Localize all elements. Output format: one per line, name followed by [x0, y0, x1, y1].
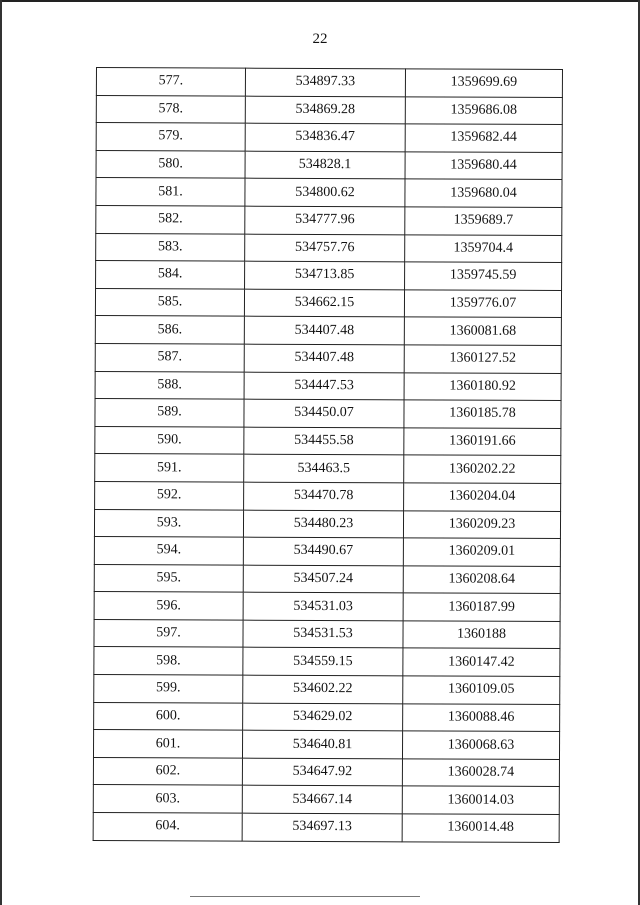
- y-coordinate-cell: 1360180.92: [404, 372, 561, 400]
- table-row: [94, 702, 560, 732]
- table-row: [95, 316, 561, 346]
- x-coordinate-cell: 534450.07: [244, 399, 404, 427]
- point-number-cell: 602.: [93, 757, 242, 785]
- point-number-cell: 586.: [95, 316, 244, 344]
- y-coordinate-cell: 1359689.7: [405, 207, 562, 235]
- y-coordinate-cell: 1359682.44: [405, 124, 562, 152]
- x-coordinate-cell: 534480.23: [243, 510, 403, 538]
- x-coordinate-cell: 534757.76: [245, 234, 405, 262]
- point-number-cell: 591.: [95, 454, 244, 482]
- y-coordinate-cell: 1360088.46: [403, 704, 560, 732]
- y-coordinate-cell: 1359680.04: [405, 179, 562, 207]
- x-coordinate-cell: 534407.48: [244, 316, 404, 344]
- x-coordinate-cell: 534828.1: [245, 151, 405, 179]
- x-coordinate-cell: 534640.81: [242, 730, 402, 758]
- table-row: [96, 205, 562, 235]
- table-row: [94, 647, 560, 677]
- table-row: [96, 261, 562, 291]
- table-row: [95, 481, 561, 511]
- x-coordinate-cell: 534507.24: [243, 565, 403, 593]
- y-coordinate-cell: 1360014.48: [402, 814, 559, 842]
- point-number-cell: 597.: [94, 619, 243, 647]
- x-coordinate-cell: 534697.13: [242, 813, 402, 841]
- table-row: [95, 288, 561, 318]
- point-number-cell: 603.: [93, 785, 242, 813]
- y-coordinate-cell: 1360191.66: [404, 428, 561, 456]
- point-number-cell: 585.: [95, 288, 244, 316]
- y-coordinate-cell: 1359680.44: [405, 152, 562, 180]
- point-number-cell: 600.: [94, 702, 243, 730]
- point-number-cell: 579.: [96, 123, 245, 151]
- table-row: [96, 233, 562, 263]
- y-coordinate-cell: 1360187.99: [403, 593, 560, 621]
- y-coordinate-cell: 1360109.05: [403, 676, 560, 704]
- y-coordinate-cell: 1360068.63: [402, 731, 559, 759]
- x-coordinate-cell: 534662.15: [244, 289, 404, 317]
- y-coordinate-cell: 1360081.68: [404, 317, 561, 345]
- x-coordinate-cell: 534531.03: [243, 592, 403, 620]
- y-coordinate-cell: 1360147.42: [403, 648, 560, 676]
- table-row: [95, 399, 561, 429]
- point-number-cell: 589.: [95, 399, 244, 427]
- table-row: [93, 785, 559, 815]
- point-number-cell: 583.: [96, 233, 245, 261]
- x-coordinate-cell: 534836.47: [245, 123, 405, 151]
- table-row: [94, 564, 560, 594]
- table-row: [96, 123, 562, 153]
- point-number-cell: 593.: [94, 509, 243, 537]
- point-number-cell: 594.: [94, 537, 243, 565]
- y-coordinate-cell: 1360209.01: [403, 538, 560, 566]
- table-row: [93, 757, 559, 787]
- table-row: [96, 68, 562, 98]
- y-coordinate-cell: 1360204.04: [404, 483, 561, 511]
- x-coordinate-cell: 534559.15: [243, 648, 403, 676]
- coordinates-table: [93, 67, 563, 843]
- x-coordinate-cell: 534800.62: [245, 179, 405, 207]
- table-row: [95, 371, 561, 401]
- y-coordinate-cell: 1360188: [403, 621, 560, 649]
- table-row: [94, 619, 560, 649]
- y-coordinate-cell: 1359686.08: [405, 96, 562, 124]
- scan-bottom-line: [190, 896, 420, 897]
- table-row: [94, 675, 560, 705]
- table-row: [94, 537, 560, 567]
- point-number-cell: 584.: [96, 261, 245, 289]
- y-coordinate-cell: 1359745.59: [405, 262, 562, 290]
- x-coordinate-cell: 534407.48: [244, 344, 404, 372]
- x-coordinate-cell: 534647.92: [242, 758, 402, 786]
- table-row: [95, 426, 561, 456]
- y-coordinate-cell: 1360014.03: [402, 786, 559, 814]
- point-number-cell: 582.: [96, 205, 245, 233]
- point-number-cell: 592.: [95, 481, 244, 509]
- x-coordinate-cell: 534629.02: [243, 703, 403, 731]
- x-coordinate-cell: 534713.85: [245, 261, 405, 289]
- table-row: [94, 509, 560, 539]
- x-coordinate-cell: 534602.22: [243, 675, 403, 703]
- point-number-cell: 595.: [94, 564, 243, 592]
- y-coordinate-cell: 1360208.64: [403, 566, 560, 594]
- point-number-cell: 601.: [93, 730, 242, 758]
- coordinates-table-body: [93, 68, 562, 843]
- point-number-cell: 604.: [93, 813, 242, 841]
- point-number-cell: 578.: [96, 95, 245, 123]
- page-number: 22: [312, 31, 328, 47]
- table-row: [96, 178, 562, 208]
- table-row: [93, 813, 559, 843]
- x-coordinate-cell: 534777.96: [245, 206, 405, 234]
- x-coordinate-cell: 534470.78: [244, 482, 404, 510]
- point-number-cell: 599.: [94, 675, 243, 703]
- table-row: [95, 343, 561, 373]
- x-coordinate-cell: 534531.53: [243, 620, 403, 648]
- x-coordinate-cell: 534455.58: [244, 427, 404, 455]
- table-row: [93, 730, 559, 760]
- x-coordinate-cell: 534490.67: [243, 537, 403, 565]
- point-number-cell: 590.: [95, 426, 244, 454]
- point-number-cell: 580.: [96, 150, 245, 178]
- table-row: [94, 592, 560, 622]
- table-row: [96, 150, 562, 180]
- point-number-cell: 577.: [96, 68, 245, 96]
- y-coordinate-cell: 1359776.07: [404, 290, 561, 318]
- y-coordinate-cell: 1360209.23: [403, 510, 560, 538]
- x-coordinate-cell: 534869.28: [245, 96, 405, 124]
- y-coordinate-cell: 1360028.74: [402, 759, 559, 787]
- x-coordinate-cell: 534463.5: [244, 454, 404, 482]
- y-coordinate-cell: 1359704.4: [405, 234, 562, 262]
- y-coordinate-cell: 1360202.22: [404, 455, 561, 483]
- point-number-cell: 596.: [94, 592, 243, 620]
- x-coordinate-cell: 534897.33: [245, 68, 405, 96]
- point-number-cell: 598.: [94, 647, 243, 675]
- point-number-cell: 587.: [95, 343, 244, 371]
- y-coordinate-cell: 1360127.52: [404, 345, 561, 373]
- y-coordinate-cell: 1360185.78: [404, 400, 561, 428]
- page-edge-top: [0, 0, 640, 2]
- table-row: [95, 454, 561, 484]
- point-number-cell: 581.: [96, 178, 245, 206]
- x-coordinate-cell: 534447.53: [244, 372, 404, 400]
- x-coordinate-cell: 534667.14: [242, 786, 402, 814]
- table-row: [96, 95, 562, 125]
- point-number-cell: 588.: [95, 371, 244, 399]
- y-coordinate-cell: 1359699.69: [405, 69, 562, 97]
- page-edge-left: [0, 0, 2, 905]
